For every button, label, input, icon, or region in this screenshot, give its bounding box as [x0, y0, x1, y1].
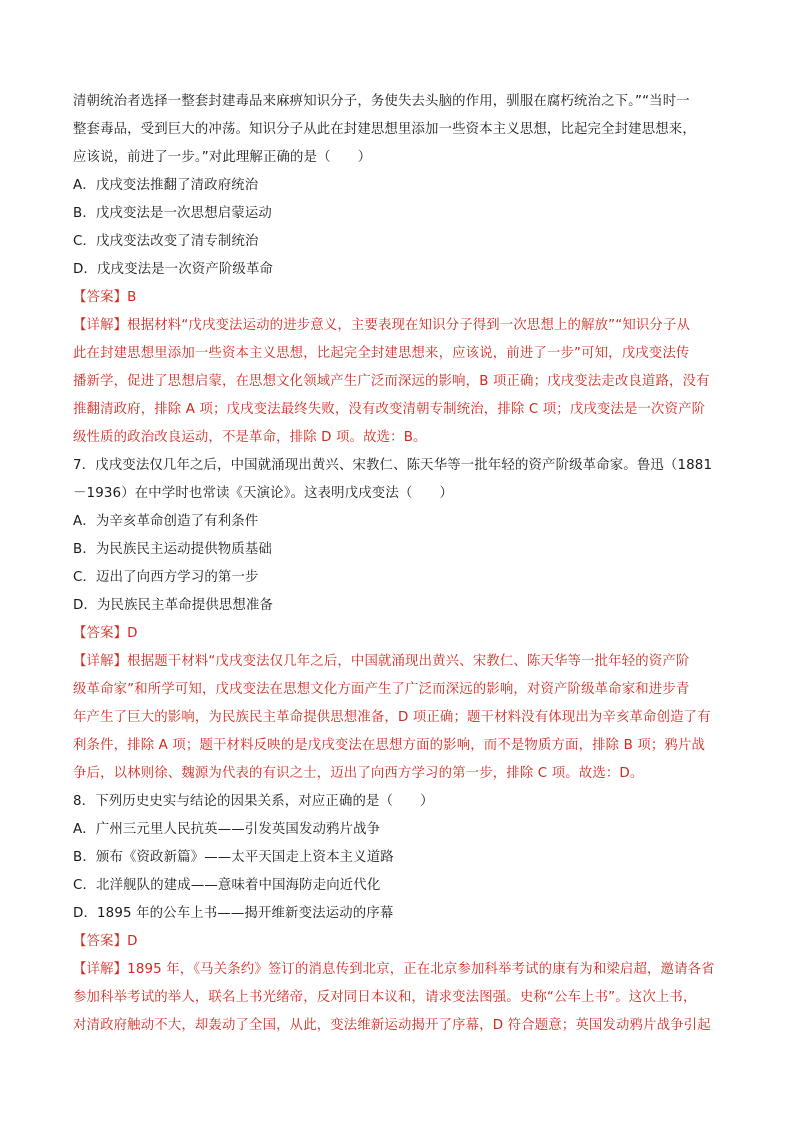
question-7 — [73, 452, 728, 788]
option-d: D．戊戌变法是一次资产阶级革命 — [73, 262, 274, 277]
explanation-line: 争后，以林则徐、魏源为代表的有识之士，迈出了向西方学习的第一步，排除 C 项。故选：D。 — [73, 766, 644, 781]
explanation-line: 对清政府触动不大，却轰动了全国，从此，变法维新运动揭开了序幕，D 符合题意；英国发动鸦片战争引起 — [73, 1018, 711, 1033]
answer-label: 【答案】B — [73, 290, 137, 305]
question-6 — [73, 88, 728, 452]
option-d: D．为民族民主革命提供思想准备 — [73, 598, 274, 613]
answer-label: 【答案】D — [73, 934, 138, 949]
option-a: A．广州三元里人民抗英——引发英国发动鸦片战争 — [73, 822, 381, 837]
question-stem-line: －1936）在中学时也常读《天演论》。这表明戊戌变法（ ） — [73, 486, 454, 501]
explanation-line: 年产生了巨大的影响，为民族民主革命提供思想准备，D 项正确；题干材料没有体现出为辛亥革命创造了有 — [73, 710, 711, 725]
explanation-line: 【详解】1895 年，《马关条约》签订的消息传到北京，正在北京参加科举考试的康有为和梁启超，邀请各省 — [73, 962, 715, 977]
option-c: C．戊戌变法改变了清专制统治 — [73, 234, 259, 249]
explanation-line: 推翻清政府，排除 A 项；戊戌变法最终失败，没有改变清朝专制统治，排除 C 项；戊戌变法是一次资产阶 — [73, 402, 706, 417]
option-c: C．北洋舰队的建成——意味着中国海防走向近代化 — [73, 878, 381, 893]
option-b: B．戊戌变法是一次思想启蒙运动 — [73, 206, 272, 221]
explanation-line: 参加科举考试的举人，联名上书光绪帝，反对同日本议和，请求变法图强。史称“公车上书”。这次上书， — [73, 990, 697, 1005]
question-stem-line: 应该说，前进了一步。”对此理解正确的是（ ） — [73, 150, 372, 165]
question-stem-line: 8．下列历史史实与结论的因果关系，对应正确的是（ ） — [73, 794, 434, 809]
explanation-line: 【详解】根据题干材料“戊戌变法仅几年之后，中国就涌现出黄兴、宋教仁、陈天华等一批年轻的资产阶 — [73, 654, 690, 669]
option-c: C．迈出了向西方学习的第一步 — [73, 570, 259, 585]
explanation-line: 此在封建思想里添加一些资本主义思想，比起完全封建思想来，应该说，前进了一步”可知，戊戌变法传 — [73, 346, 690, 361]
answer-label: 【答案】D — [73, 626, 138, 641]
option-d: D．1895 年的公车上书——揭开维新变法运动的序幕 — [73, 906, 394, 921]
document-page — [73, 88, 728, 1040]
option-a: A．戊戌变法推翻了清政府统治 — [73, 178, 259, 193]
option-b: B．颁布《资政新篇》——太平天国走上资本主义道路 — [73, 850, 394, 865]
question-stem-line: 清朝统治者选择一整套封建毒品来麻痹知识分子，务使失去头脑的作用，驯服在腐朽统治之下。”“当时一 — [73, 94, 690, 109]
option-a: A．为辛亥革命创造了有利条件 — [73, 514, 259, 529]
question-stem-line: 整套毒品，受到巨大的冲荡。知识分子从此在封建思想里添加一些资本主义思想，比起完全封建思想来， — [73, 122, 696, 137]
question-stem-line: 7．戊戌变法仅几年之后，中国就涌现出黄兴、宋教仁、陈天华等一批年轻的资产阶级革命家。鲁迅（1881 — [73, 458, 713, 473]
explanation-line: 利条件，排除 A 项；题干材料反映的是戊戌变法在思想方面的影响，而不是物质方面，排除 B 项；鸦片战 — [73, 738, 706, 753]
option-b: B．为民族民主运动提供物质基础 — [73, 542, 272, 557]
explanation-line: 级性质的政治改良运动，不是革命，排除 D 项。故选：B。 — [73, 430, 427, 445]
question-8 — [73, 788, 728, 1040]
explanation-line: 【详解】根据材料“戊戌变法运动的进步意义，主要表现在知识分子得到一次思想上的解放”“知识分子从 — [73, 318, 691, 333]
explanation-line: 播新学，促进了思想启蒙，在思想文化领域产生广泛而深远的影响，B 项正确；戊戌变法走改良道路，没有 — [73, 374, 710, 389]
explanation-line: 级革命家”和所学可知，戊戌变法在思想文化方面产生了广泛而深远的影响，对资产阶级革命家和进步青 — [73, 682, 690, 697]
